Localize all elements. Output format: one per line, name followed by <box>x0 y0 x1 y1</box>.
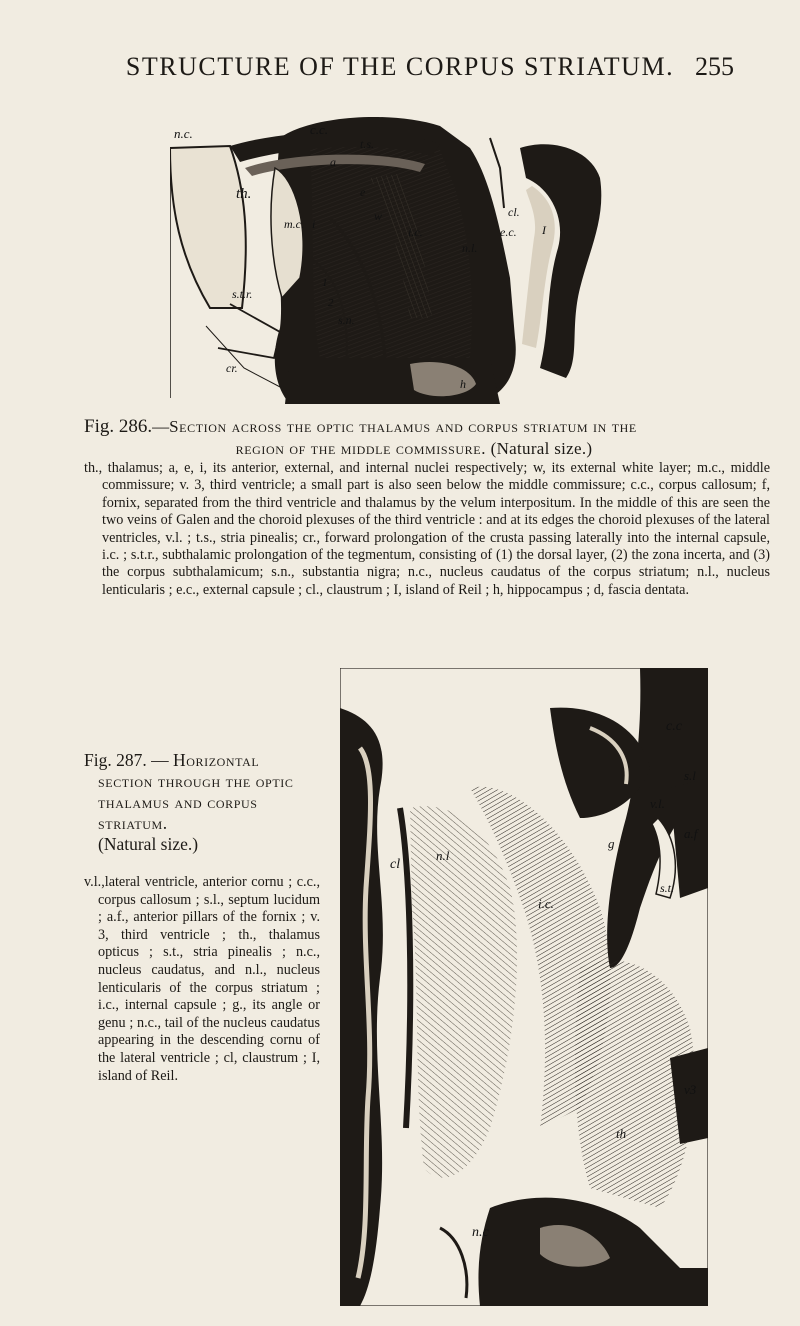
fig286-label-a: a <box>330 155 336 169</box>
figure-287-legend-text: v.l.,lateral ventricle, anterior cornu ; c.c., corpus callosum ; s.l., septum lucidum ; a.f., anterior pillars of the fornix ; v. 3, third ventricle ; th., thalamus opticus ; s.t., stria pinealis ; n.c., nucleus caudatus, and n.l., nucleus lenticularis of the corpus striatum ; i.c., internal capsule ; g., its angle or genu ; n.c., tail of the nucleus caudatus appearing in the descending cornu of the lateral ventricle ; cl, claustrum ; I, island of Reil. <box>84 874 320 1084</box>
figure-286-size-note: (Natural size.) <box>490 439 593 458</box>
fig286-label-1: 1 <box>322 277 328 289</box>
figure-287-number: Fig. 287. <box>84 750 147 770</box>
fig286-label-ts: t.s. <box>360 137 375 151</box>
fig286-label-h: h <box>460 377 466 391</box>
fig286-label-ic: i.c. <box>408 225 423 239</box>
figure-286-legend-text: th., thalamus; a, e, i, its anterior, external, and internal nuclei respectively; w, its external white layer; m.c., middle commissure; v. 3, third ventricle; a small part is also seen below the middle commissure; c.c., corpus callosum; f, fornix, separated from the third ventricle and thalamus by the velum interpositum. In the middle of this are seen the two veins of Galen and the choroid plexuses of the third ventricle : and at its edges the choroid plexuses of the lateral ventricles, v.l. ; t.s., stria pinealis; cr., forward prolongation of the crusta passing laterally into the internal capsule, i.c. ; s.t.r., subthalamic prolongation of the tegmentum, consisting of (1) the dorsal layer, (2) the zona incerta, and (3) the corpus subthalamicum; s.n., substantia nigra; n.c., nucleus caudatus of the corpus striatum; n.l., nucleus lenticularis ; e.c., external capsule ; cl., claustrum ; I, island of Reil ; h, hippocampus ; d, fascia dentata. <box>84 460 770 598</box>
figure-287-size-note: (Natural size.) <box>98 834 199 854</box>
running-title: STRUCTURE OF THE CORPUS STRIATUM. <box>125 52 675 81</box>
figure-286-title-line1: Section across the optic thalamus and corpus striatum in the <box>169 417 637 436</box>
fig287-label-sl: s.l <box>684 768 696 783</box>
fig287-label-v3: v3 <box>684 1082 697 1097</box>
fig287-label-cl: cl <box>390 857 401 872</box>
fig286-label-I: I <box>542 223 546 237</box>
figure-287-legend <box>84 874 320 1085</box>
fig286-label-w: w <box>374 209 383 223</box>
fig286-label-ec: e.c. <box>500 225 517 239</box>
fig286-label-e: e <box>360 185 366 199</box>
fig287-label-cc: c.c <box>666 719 682 734</box>
fig286-label-cl: cl. <box>508 205 520 219</box>
figure-286-caption: Fig. 286.—Section across the optic thalamus and corpus striatum in the region of the middle commissure. (Natural size.) <box>84 416 637 458</box>
fig286-label-th: th. <box>236 186 252 202</box>
fig286-label-2: 2 <box>328 297 334 309</box>
fig286-label-mc: m.c. <box>284 217 304 231</box>
figure-287-title-lead: Horizontal <box>172 750 260 770</box>
fig286-label-cr: cr. <box>226 361 238 375</box>
fig286-label-nl: n.l. <box>462 241 478 255</box>
figure-287-illustration <box>340 668 708 1306</box>
figure-286-legend <box>84 460 770 599</box>
figure-287-dash: — <box>151 750 169 770</box>
page-header <box>0 52 800 86</box>
fig286-label-str: s.t.r. <box>232 287 253 301</box>
fig287-label-st: s.t. <box>660 881 675 895</box>
page-number: 255 <box>695 52 734 81</box>
fig287-label-af: a.f <box>684 826 698 841</box>
fig286-label-i: i <box>312 217 316 231</box>
fig287-label-nl: n.l <box>436 848 450 863</box>
figure-286-illustration <box>170 108 606 408</box>
fig287-label-ic: i.c. <box>538 896 554 911</box>
figure-287-caption <box>84 750 298 855</box>
fig287-label-th: th <box>616 1126 627 1141</box>
fig287-label-nc: n.c <box>472 1225 489 1240</box>
fig287-label-vl: v.l. <box>650 796 665 811</box>
fig287-label-g: g <box>608 836 615 851</box>
figure-287-title-rest: section through the optic thalamus and corpus striatum. <box>98 771 294 833</box>
figure-286-number: Fig. 286. <box>84 416 153 437</box>
fig286-label-sn: s.n. <box>338 313 355 327</box>
figure-286-title-line2: region of the middle commissure. <box>235 439 487 458</box>
fig286-label-nc: n.c. <box>174 126 193 141</box>
fig286-label-cc: c.c. <box>310 122 329 137</box>
